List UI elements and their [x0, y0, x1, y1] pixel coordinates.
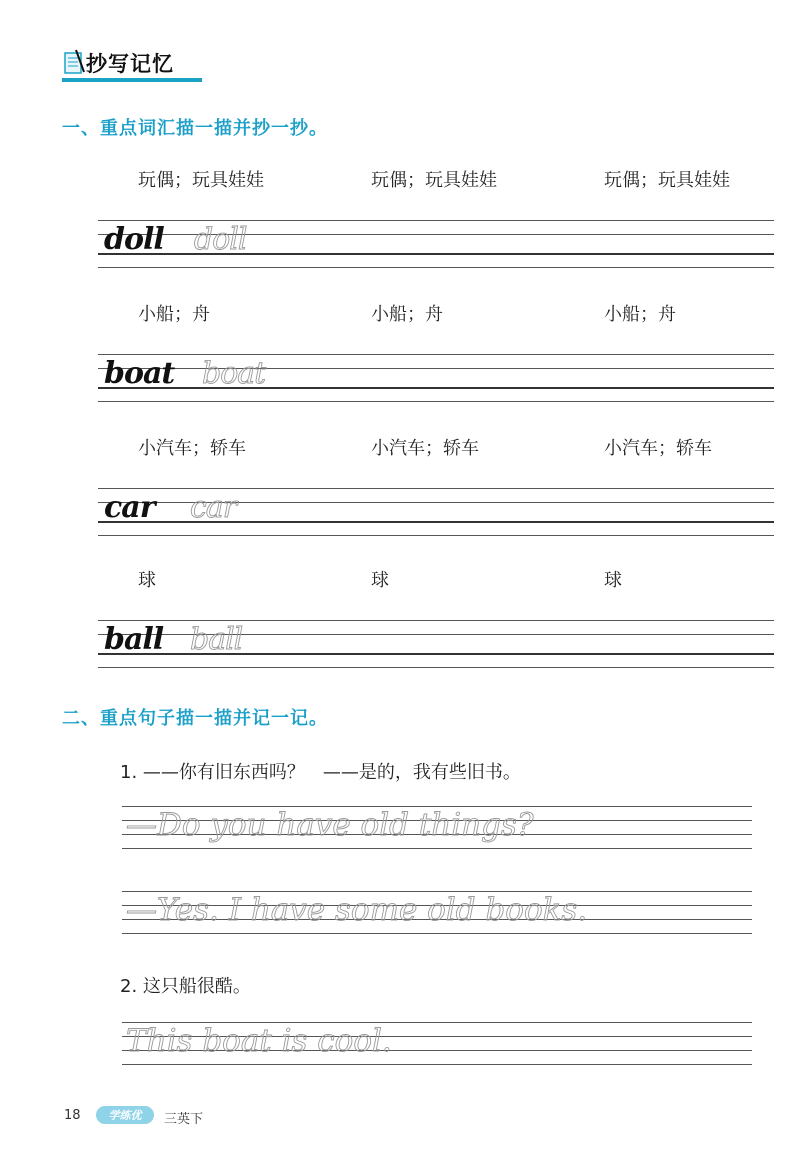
brand-text: 学练优: [108, 1109, 142, 1122]
trace-car[interactable]: car: [190, 490, 237, 525]
trace-sentence-2[interactable]: This boat is cool.: [126, 1023, 392, 1059]
meaning-2b: 小船；舟: [371, 304, 443, 325]
word-ball: ball: [104, 622, 164, 657]
word-car: car: [104, 490, 155, 525]
meaning-4b: 球: [371, 570, 389, 591]
meaning-3c: 小汽车；轿车: [604, 438, 712, 459]
sentence-prompt-2: 2. 这只船很酷。: [120, 976, 251, 997]
meaning-3b: 小汽车；轿车: [371, 438, 479, 459]
brand-logo: [96, 1106, 154, 1124]
meaning-4c: 球: [604, 570, 622, 591]
writing-lines-2[interactable]: [98, 354, 774, 402]
word-boat: boat: [104, 356, 175, 391]
page-number: 18: [64, 1108, 81, 1123]
trace-boat[interactable]: boat: [202, 356, 266, 391]
meaning-3a: 小汽车；轿车: [138, 438, 246, 459]
header-title: 抄写记忆: [86, 52, 174, 76]
subject-label: 三英下: [164, 1112, 204, 1127]
trace-sentence-1a[interactable]: —Do you have old things?: [126, 807, 534, 843]
meaning-1a: 玩偶；玩具娃娃: [138, 170, 264, 191]
trace-ball[interactable]: ball: [190, 622, 243, 657]
section2-title: 二、重点句子描一描并记一记。: [62, 708, 328, 729]
meaning-2a: 小船；舟: [138, 304, 210, 325]
notebook-pencil-icon: [62, 48, 88, 76]
meaning-1b: 玩偶；玩具娃娃: [371, 170, 497, 191]
meaning-4a: 球: [138, 570, 156, 591]
trace-sentence-1b[interactable]: —Yes. I have some old books.: [126, 892, 588, 928]
section1-title: 一、重点词汇描一描并抄一抄。: [62, 118, 328, 139]
meaning-1c: 玩偶；玩具娃娃: [604, 170, 730, 191]
word-doll: doll: [104, 222, 164, 257]
trace-doll[interactable]: doll: [194, 222, 247, 257]
section-header: [62, 48, 212, 82]
sentence-prompt-1: 1. ——你有旧东西吗？ ——是的，我有些旧书。: [120, 762, 521, 783]
meaning-2c: 小船；舟: [604, 304, 676, 325]
header-underline: [62, 78, 202, 82]
